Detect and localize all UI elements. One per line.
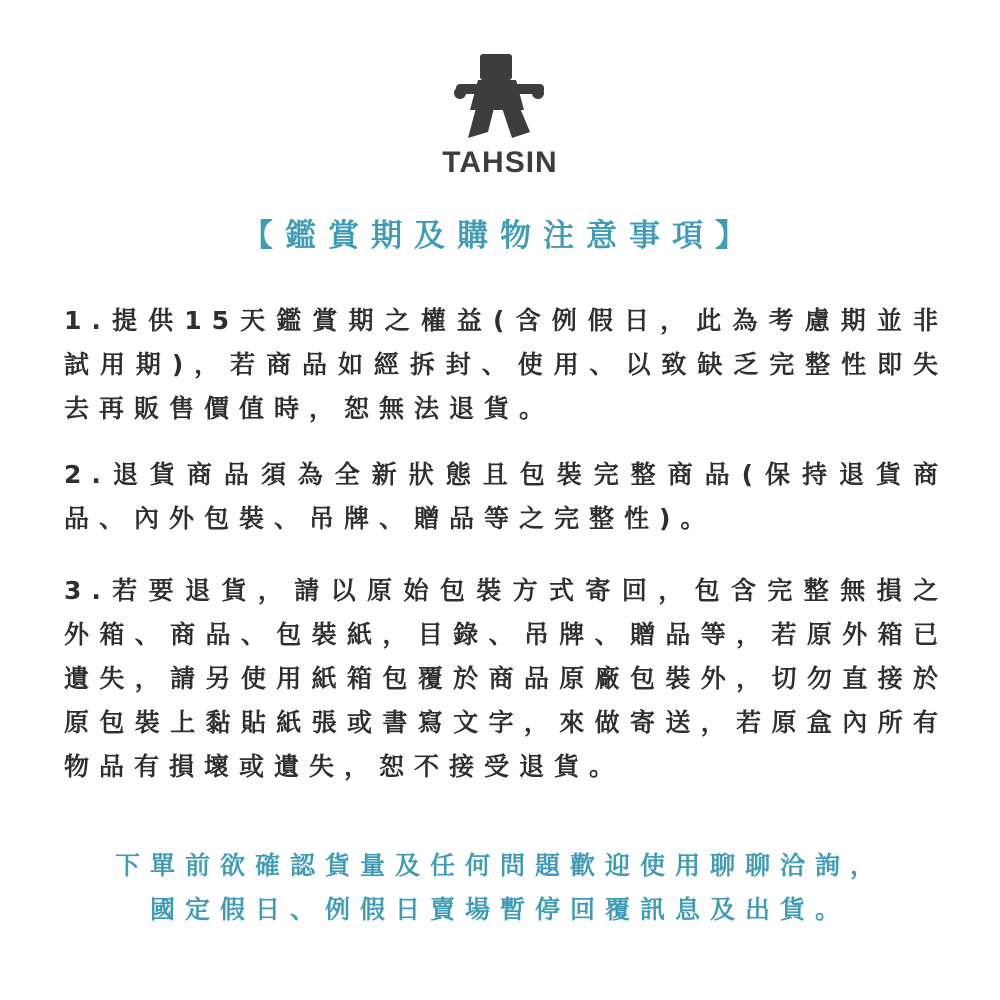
brand-name: TAHSIN [442, 146, 558, 179]
contact-note-line-2: 國定假日、例假日賣場暫停回覆訊息及出貨。 [149, 895, 850, 924]
notice-item-3: 3.若要退貨，請以原始包裝方式寄回，包含完整無損之外箱、商品、包裝紙，目錄、吊牌、贈品等，若原外箱已遺失，請另使用紙箱包覆於商品原廠包裝外，切勿直接於原包裝上黏貼紙張或書寫文字，來做寄送，若原盒內所有物品有損壞或遺失，恕不接受退貨。 [64, 576, 948, 781]
contact-note-line-1: 下單前欲確認貨量及任何問題歡迎使用聊聊洽詢， [114, 851, 885, 880]
notice-item-1: 1.提供15天鑑賞期之權益(含例假日，此為考慮期並非試用期)，若商品如經拆封、使用、以致缺乏完整性即失去再販售價值時，恕無法退貨。 [64, 306, 948, 423]
page-title: 【鑑賞期及購物注意事項】 [242, 218, 758, 254]
notice-item-2: 2.退貨商品須為全新狀態且包裝完整商品(保持退貨商品、內外包裝、吊牌、贈品等之完整性)。 [64, 460, 948, 533]
